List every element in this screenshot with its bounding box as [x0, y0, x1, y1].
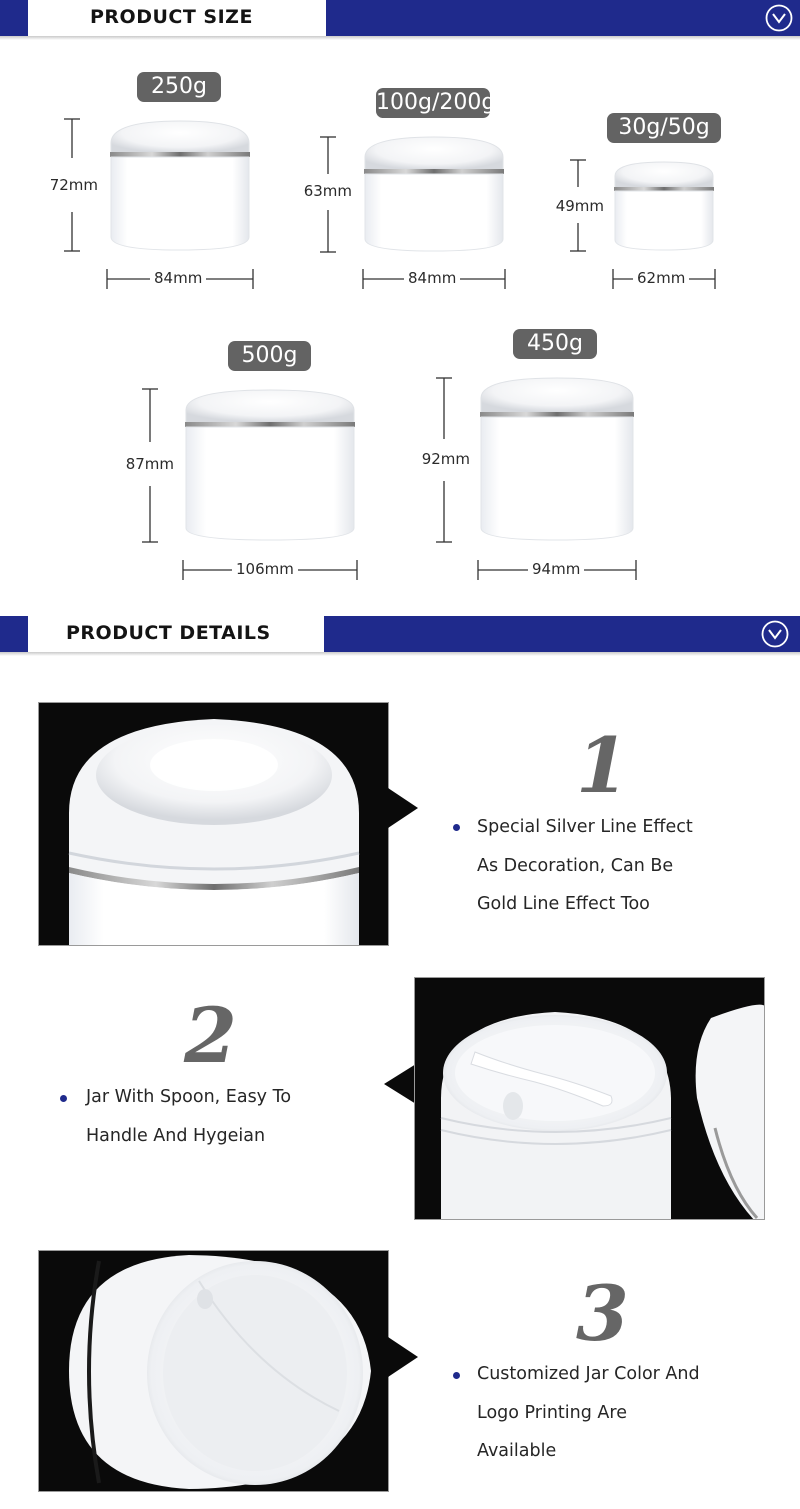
height-label-100g-200g: 63mm: [303, 182, 352, 200]
pointer-arrow: [388, 1337, 420, 1377]
feature-line: As Decoration, Can Be: [477, 855, 674, 876]
size-label-100g-200g: 100g/200g: [376, 88, 490, 118]
height-label-500g: 87mm: [125, 455, 174, 473]
jar-100g-200g-image: [362, 135, 506, 253]
jar-250g-image: [107, 119, 253, 252]
jar-30g-50g-image: [612, 160, 716, 252]
feature-line: Gold Line Effect Too: [477, 894, 650, 914]
pointer-arrow: [382, 1064, 416, 1104]
size-label-30g-50g: 30g/50g: [607, 113, 721, 143]
feature-line: Customized Jar Color And: [477, 1364, 700, 1384]
width-label-100g-200g: 84mm: [404, 269, 460, 287]
height-label-450g: 92mm: [421, 450, 470, 468]
size-label-250g: 250g: [137, 72, 221, 102]
pointer-arrow: [388, 788, 420, 828]
feature-number-3: 3: [576, 1269, 629, 1358]
chevron-down-circle-icon[interactable]: [760, 619, 790, 649]
product-details-header: [0, 616, 800, 656]
feature-line: Special Silver Line Effect: [477, 817, 693, 837]
width-label-450g: 94mm: [528, 560, 584, 578]
width-label-500g: 106mm: [232, 560, 298, 578]
feature-line: Handle And Hygeian: [86, 1125, 266, 1146]
bullet-icon: [60, 1095, 67, 1102]
product-details-title: PRODUCT DETAILS: [66, 622, 271, 644]
bullet-icon: [453, 1372, 460, 1379]
feature-line: Jar With Spoon, Easy To: [86, 1087, 292, 1107]
feature-number-2: 2: [184, 991, 237, 1080]
jar-500g-image: [182, 388, 358, 542]
height-label-250g: 72mm: [49, 176, 98, 194]
detail-photo-silver-line: [38, 702, 389, 946]
feature-text-1: [477, 808, 693, 924]
size-label-450g: 450g: [513, 329, 597, 359]
feature-number-1: 1: [576, 721, 629, 810]
feature-text-3: [477, 1355, 700, 1471]
detail-photo-spoon: [414, 977, 765, 1220]
feature-line: Available: [477, 1441, 557, 1461]
feature-line: Logo Printing Are: [477, 1402, 627, 1423]
product-size-title: PRODUCT SIZE: [90, 6, 253, 28]
width-label-30g-50g: 62mm: [633, 269, 689, 287]
product-size-header: [0, 0, 800, 40]
size-label-500g: 500g: [228, 341, 311, 371]
width-label-250g: 84mm: [150, 269, 206, 287]
jar-450g-image: [477, 376, 637, 542]
feature-text-2: [86, 1078, 291, 1155]
chevron-down-circle-icon[interactable]: [764, 3, 794, 33]
detail-photo-jar-inside: [38, 1250, 389, 1492]
height-label-30g-50g: 49mm: [555, 197, 604, 215]
bullet-icon: [453, 824, 460, 831]
